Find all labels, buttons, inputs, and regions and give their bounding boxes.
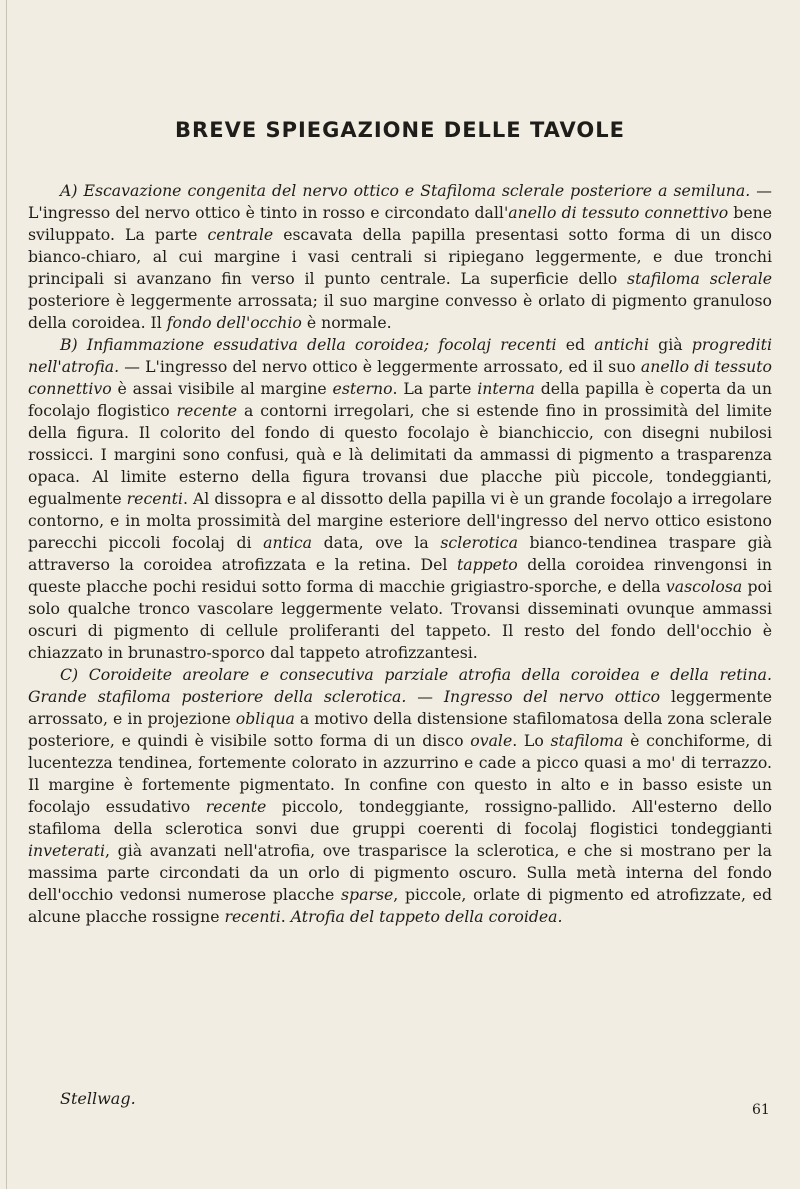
section-a-heading: Escavazione congenita del nervo ottico e Stafiloma sclerale posteriore a semiluna. [83,181,751,200]
section-c-text: piccolo, tondeggiante, rossigno-pallido. All'esterno dello stafiloma della sclerotica sonvi due gruppi coerenti di focolaj flogistici tondeggianti [28,797,772,838]
page-number: 61 [752,1102,770,1118]
section-c-text: , piccole, orlate di pigmento ed atrofizzate, ed alcune placche rossigne [28,885,772,926]
page-title: BREVE SPIEGAZIONE DELLE TAVOLE [175,118,625,142]
section-b-text: — L'ingresso del nervo ottico è leggermente arrossato, ed il suo [119,357,641,376]
section-b-emphasis: vascolosa [665,577,743,596]
section-c-text: a motivo della distensione stafilomatosa della zona sclerale posteriore, e quindi è visibile sotto forma di un disco [28,709,772,750]
section-c-emphasis: sparse [341,885,394,904]
section-b-text: . Al dissopra e al dissotto della papilla vi è un grande focolajo a irregolare contorno, e in molta prossimità del margine esteriore dell'ingresso del nervo ottico esistono parecchi piccoli focolaj di [28,489,772,552]
section-c-text: leggermente arrossato, e in projezione [28,687,772,728]
section-c-emphasis: recente [205,797,267,816]
section-a-text: bene sviluppato. La parte [28,203,772,244]
section-c-text: . [280,907,291,926]
section-c-text: , già avanzati nell'atrofia, ove trasparisce la sclerotica, e che si mostrano per la massima parte circondati da un orlo di pigmento oscuro. Sulla metà interna del fondo dell'occhio vedonsi numerose placche [28,841,772,904]
section-b [28,334,772,664]
section-b-heading: ed [556,335,595,354]
section-a-emphasis: centrale [207,225,274,244]
section-b-emphasis: interna [477,379,535,398]
section-c-emphasis: Atrofia del tappeto della coroidea. [290,907,563,926]
section-b-emphasis: antica [263,533,313,552]
section-a [28,180,772,334]
section-c-emphasis: recenti [224,907,281,926]
section-a-label: A) [60,181,78,200]
section-b-emphasis: recente [176,401,238,420]
section-a-text: — L'ingresso del nervo ottico è tinto in rosso e circondato dall' [28,181,772,222]
section-b-emphasis: recenti [126,489,183,508]
section-b-text: della papilla è coperta da un focolajo flogistico [28,379,772,420]
section-a-emphasis: fondo dell'occhio [166,313,302,332]
section-b-emphasis: tappeto [456,555,518,574]
section-b-text: poi solo qualche tronco vascolare leggermente velato. Trovansi disseminati ovunque ammassi oscuri di pigmento di cellule proliferanti del tappeto. Il resto del fondo dell'occhio è chiazzato in brunastro-sporco dal tappeto atrofizzantesi. [28,577,772,662]
section-b-text: è assai visibile al margine [111,379,333,398]
section-b-heading: già [648,335,692,354]
section-b-emphasis: anello di tessuto connettivo [28,357,772,398]
section-b-text: a contorni irregolari, che si estende fino in prossimità del limite della figura. Il colorito del fondo di questo focolajo è bianchiccio, con disegni nubilosi rossicci. I margini sono confusi, quà e là delimitati da ammassi di pigmento a trasparenza opaca. Al limite esterno della figura trovansi due placche più piccole, tondeggianti, egualmente [28,401,772,508]
section-b-text: bianco-tendinea traspare già attraverso la coroidea atrofizzata e la retina. Del [28,533,773,574]
section-a-text: posteriore è leggermente arrossata; il suo margine convesso è orlato di pigmento granuloso della coroidea. Il [28,291,772,332]
section-c-emphasis: ovale [470,731,513,750]
section-b-heading: Infiammazione essudativa della coroidea; focolaj recenti [86,335,557,354]
section-a-emphasis: stafiloma sclerale [627,269,772,288]
page-edge-shadow [6,0,7,1189]
section-c-emphasis: inveterati [28,841,106,860]
section-c-text: è conchiforme, di lucentezza tendinea, fortemente colorato in azzurrino e cade a picco quasi a mo' di terrazzo. Il margine è fortemente pigmentato. In confine con questo in alto e in basso esiste un focolajo essudativo [28,731,772,816]
section-b-emphasis: sclerotica [440,533,518,552]
section-b-emphasis: esterno [332,379,393,398]
section-c-heading: Coroideite areolare e consecutiva parziale atrofia della coroidea e della retina. Grande stafiloma posteriore della sclerotica. — Ingresso del nervo ottico [28,665,772,706]
section-b-label: B) [60,335,78,354]
section-b-text: data, ove la [312,533,441,552]
section-a-text: escavata della papilla presentasi sotto forma di un disco bianco-chiaro, al cui margine i vasi centrali si ripiegano leggermente, e due tronchi principali si avanzano fin verso il punto centrale. La superficie dello [28,225,772,288]
section-c-emphasis: obliqua [235,709,295,728]
section-c [28,664,772,928]
section-b-text: . La parte [392,379,478,398]
section-b-text: della coroidea rinvengonsi in queste placche pochi residui sotto forma di macchie grigiastro-sporche, e della [28,555,772,596]
section-a-emphasis: anello di tessuto connettivo [508,203,729,222]
section-b-heading: progrediti nell'atrofia. [28,335,772,376]
section-c-text: . Lo [512,731,551,750]
section-b-heading: antichi [594,335,649,354]
author-signature: Stellwag. [60,1089,136,1108]
section-c-emphasis: stafiloma [550,731,624,750]
section-a-text: è normale. [301,313,392,332]
body-text [28,180,772,928]
section-c-label: C) [60,665,79,684]
